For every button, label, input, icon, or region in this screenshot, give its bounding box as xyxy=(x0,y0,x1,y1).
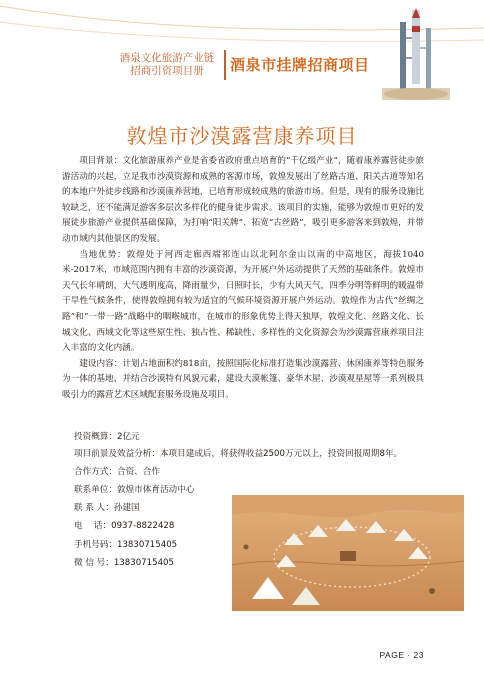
project-title: 敦煌市沙漠露营康养项目 xyxy=(126,124,358,149)
detail-value: 本项目建成后，将获得收益2500万元以上，投资回报周期8年。 xyxy=(159,449,403,459)
detail-label: 联系单位： xyxy=(74,485,117,495)
page-number: PAGE · 23 xyxy=(379,650,424,660)
detail-phone xyxy=(74,519,174,534)
paragraph-background: 项目背景：文化旅游康养产业是省委省政府重点培育的“千亿级产业”，随着康养露营徒步旅游活动的兴起，立足我市沙漠资源和成熟的客源市场，敦煌发展出了丝路古道、阳关古道等知名的本地户外徒步线路和沙漠康养营地，已培育形成较成熟的旅游市场。但是，现有的服务设施比较缺乏，还不能满足游客多层次多样化的健身徒步需求。该项目的实施，能够为敦煌市更好的发展徒步旅游产业提供基础保障，为打响“阳关牌”、拓宽“古丝路”，吸引更多游客来到敦煌，并带动市域内其他景区的发展。 xyxy=(62,156,424,244)
detail-value: 13830715405 xyxy=(113,558,174,568)
detail-wechat xyxy=(74,556,174,571)
detail-label: 电 话： xyxy=(74,521,112,531)
detail-label: 手机号码： xyxy=(74,540,117,550)
desert-camp-photo xyxy=(232,495,464,611)
detail-label: 项目前景及效益分析： xyxy=(74,449,160,459)
detail-contact-unit xyxy=(74,483,194,498)
detail-value: 敦煌市体育活动中心 xyxy=(116,485,195,495)
detail-label: 合作方式： xyxy=(74,467,117,477)
section-title: 酒泉市挂牌招商项目 xyxy=(230,56,370,74)
detail-cooperation xyxy=(74,465,160,480)
paragraph-local-advantages: 当地优势：敦煌处于河西走廊西端祁连山以北阿尔金山以南的中高地区，海拔1040米-2017米，市域范围内拥有丰富的沙漠资源，为开展户外运动提供了天然的基础条件。敦煌市天气长年晴朗，大气透明度高，降雨量少，日照时长，少有大风天气，四季分明等鲜明的暖温带干旱性气候条件，使得敦煌拥有较为适宜的气候环境资源开展户外运动。敦煌作为古代“丝绸之路”和“一带一路”战略中的咽喉城市，在城市的形象优势上得天独厚，敦煌文化、丝路文化、长城文化、西域文化等这些原生性、独占性、稀缺性、多样性的文化资源会为沙漠露营康养项目注入丰富的文化内涵。 xyxy=(62,249,424,354)
detail-label: 联 系 人： xyxy=(74,503,114,513)
brochure-subtitle xyxy=(114,52,220,78)
desert-camp-photo-icon xyxy=(232,495,464,611)
rocket-launch-tower-icon xyxy=(382,8,450,100)
header-divider xyxy=(224,50,226,80)
detail-mobile xyxy=(74,538,177,553)
detail-label: 微 信 号： xyxy=(74,558,114,568)
brochure-subtitle-line1: 酒泉文化旅游产业链 xyxy=(119,52,215,64)
paragraph-construction: 建设内容：计划占地面积约818亩，按照国际化标准打造集沙漠露营、休闲康养等特色服务为一体的基地，并结合沙漠特有风貌元素，建设大漠帐篷、豪华木屋、沙漠观星屋等一系列极具吸引力的露营艺术区域配套服务设施及项目。 xyxy=(62,358,424,400)
project-description xyxy=(62,154,424,404)
detail-value: 2亿元 xyxy=(116,432,140,442)
detail-value: 孙建国 xyxy=(113,503,140,513)
detail-value: 13830715405 xyxy=(116,540,178,550)
detail-investment xyxy=(74,430,140,445)
detail-label: 投资概算： xyxy=(74,432,117,442)
page-header xyxy=(0,0,484,108)
detail-prospects xyxy=(74,447,402,462)
brochure-subtitle-line2: 招商引资项目册 xyxy=(130,65,204,77)
detail-contact-person xyxy=(74,501,140,516)
detail-value: 0937-8822428 xyxy=(111,521,175,531)
detail-value: 合资、合作 xyxy=(116,467,160,477)
